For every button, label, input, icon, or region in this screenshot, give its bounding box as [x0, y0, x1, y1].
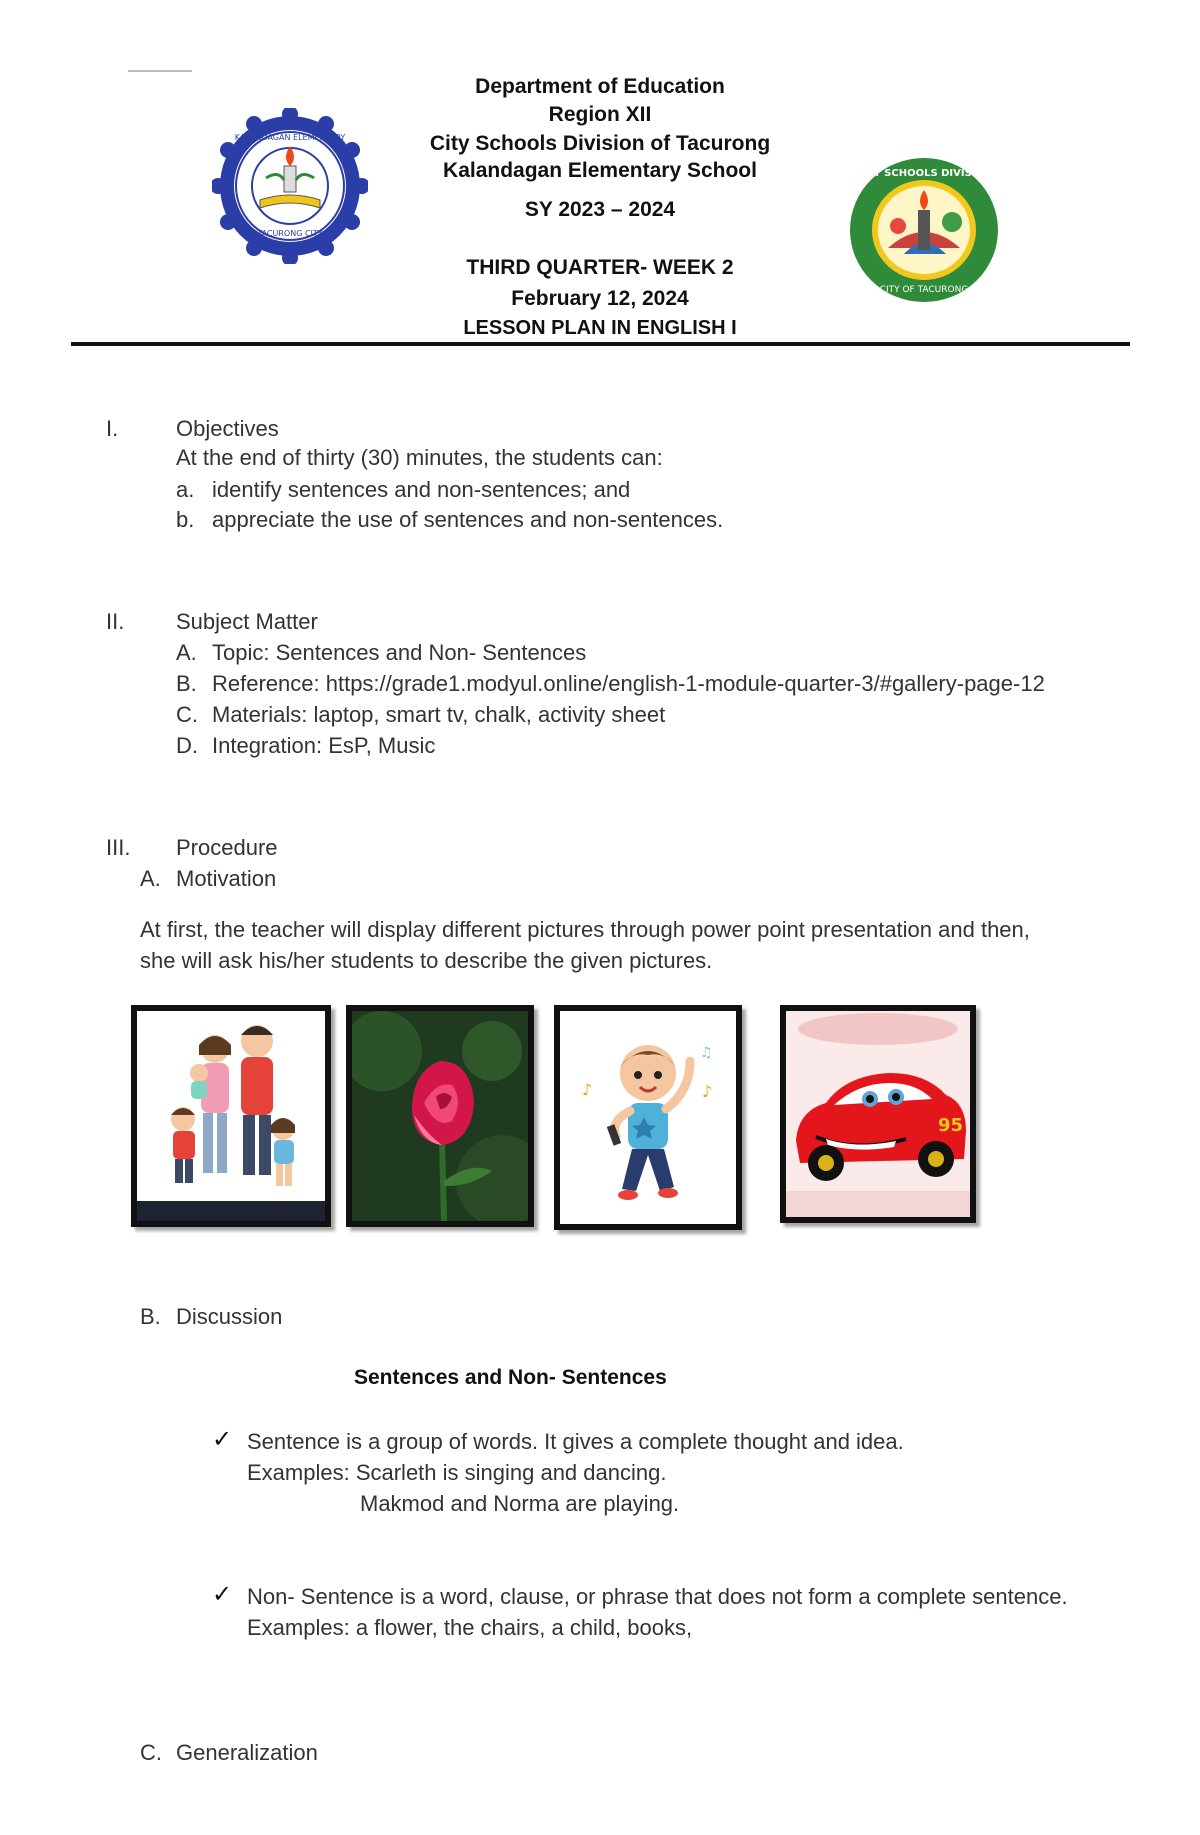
department-name: Department of Education [475, 75, 725, 98]
subject-integration: Integration: EsP, Music [212, 733, 436, 758]
section-numeral-i: I. [106, 416, 119, 441]
school-year: SY 2023 – 2024 [524, 198, 676, 221]
discussion-heading: Sentences and Non- Sentences [354, 1366, 667, 1389]
subject-marker-a: A. [176, 640, 197, 665]
objective-item-b: appreciate the use of sentences and non-sentences. [212, 507, 724, 532]
motivation-text-line-1: At first, the teacher will display different pictures through power point presentation and then, [140, 917, 1030, 942]
singing-boy-picture [554, 1005, 742, 1230]
motivation-text-line-2: she will ask his/her students to describe the given pictures. [140, 948, 713, 973]
nonsentence-examples: Examples: a flower, the chairs, a child, books, [247, 1615, 693, 1640]
school-seal-logo [212, 108, 368, 264]
subject-marker-b: B. [176, 671, 197, 696]
section-numeral-ii: II. [106, 609, 125, 634]
svg-text:TACURONG CITY: TACURONG CITY [257, 229, 323, 238]
region-name: Region XII [548, 103, 652, 126]
svg-text:♪: ♪ [702, 1082, 713, 1101]
division-seal-logo [848, 156, 1000, 304]
objective-marker-a: a. [176, 477, 195, 502]
family-picture [131, 1005, 331, 1227]
red-race-car-picture [780, 1005, 976, 1223]
rose-picture [346, 1005, 534, 1227]
motivation-marker: A. [140, 866, 161, 891]
subject-marker-d: D. [176, 733, 198, 758]
checkmark-icon: ✓ [212, 1581, 233, 1608]
objectives-title: Objectives [176, 416, 279, 441]
discussion-marker: B. [140, 1304, 161, 1329]
sentence-example-1: Examples: Scarleth is singing and dancing. [247, 1460, 667, 1485]
motivation-title: Motivation [176, 866, 277, 891]
header-divider [71, 342, 1130, 346]
subject-materials: Materials: laptop, smart tv, chalk, activity sheet [212, 702, 666, 727]
section-numeral-iii: III. [106, 835, 131, 860]
nonsentence-definition: Non- Sentence is a word, clause, or phrase that does not form a complete sentence. [247, 1584, 1068, 1609]
objective-item-a: identify sentences and non-sentences; and [212, 477, 631, 502]
checkmark-icon: ✓ [212, 1426, 233, 1453]
procedure-title: Procedure [176, 835, 278, 860]
lesson-date: February 12, 2024 [511, 287, 689, 310]
corner-mark [128, 70, 192, 72]
svg-text:KALANDAGAN ELEMENTARY: KALANDAGAN ELEMENTARY [234, 133, 346, 142]
school-name: Kalandagan Elementary School [443, 159, 757, 182]
subject-marker-c: C. [176, 702, 198, 727]
objective-marker-b: b. [176, 507, 195, 532]
svg-text:CITY SCHOOLS DIVISION: CITY SCHOOLS DIVISION [855, 168, 993, 179]
division-name: City Schools Division of Tacurong [429, 132, 771, 155]
svg-text:♪: ♪ [582, 1080, 593, 1099]
svg-text:95: 95 [938, 1115, 964, 1136]
subject-reference: Reference: https://grade1.modyul.online/english-1-module-quarter-3/#gallery-page-12 [212, 671, 1045, 696]
subject-topic: Topic: Sentences and Non- Sentences [212, 640, 587, 665]
generalization-marker: C. [140, 1740, 162, 1765]
lesson-plan-title: LESSON PLAN IN ENGLISH I [463, 317, 737, 339]
objectives-intro: At the end of thirty (30) minutes, the students can: [176, 445, 663, 470]
generalization-title: Generalization [176, 1740, 318, 1765]
sentence-definition: Sentence is a group of words. It gives a complete thought and idea. [247, 1429, 904, 1454]
svg-text:♫: ♫ [700, 1045, 713, 1061]
sentence-example-2: Makmod and Norma are playing. [360, 1491, 680, 1516]
discussion-title: Discussion [176, 1304, 283, 1329]
quarter-week: THIRD QUARTER- WEEK 2 [466, 256, 734, 279]
svg-text:CITY OF TACURONG: CITY OF TACURONG [879, 285, 969, 295]
subject-matter-title: Subject Matter [176, 609, 318, 634]
